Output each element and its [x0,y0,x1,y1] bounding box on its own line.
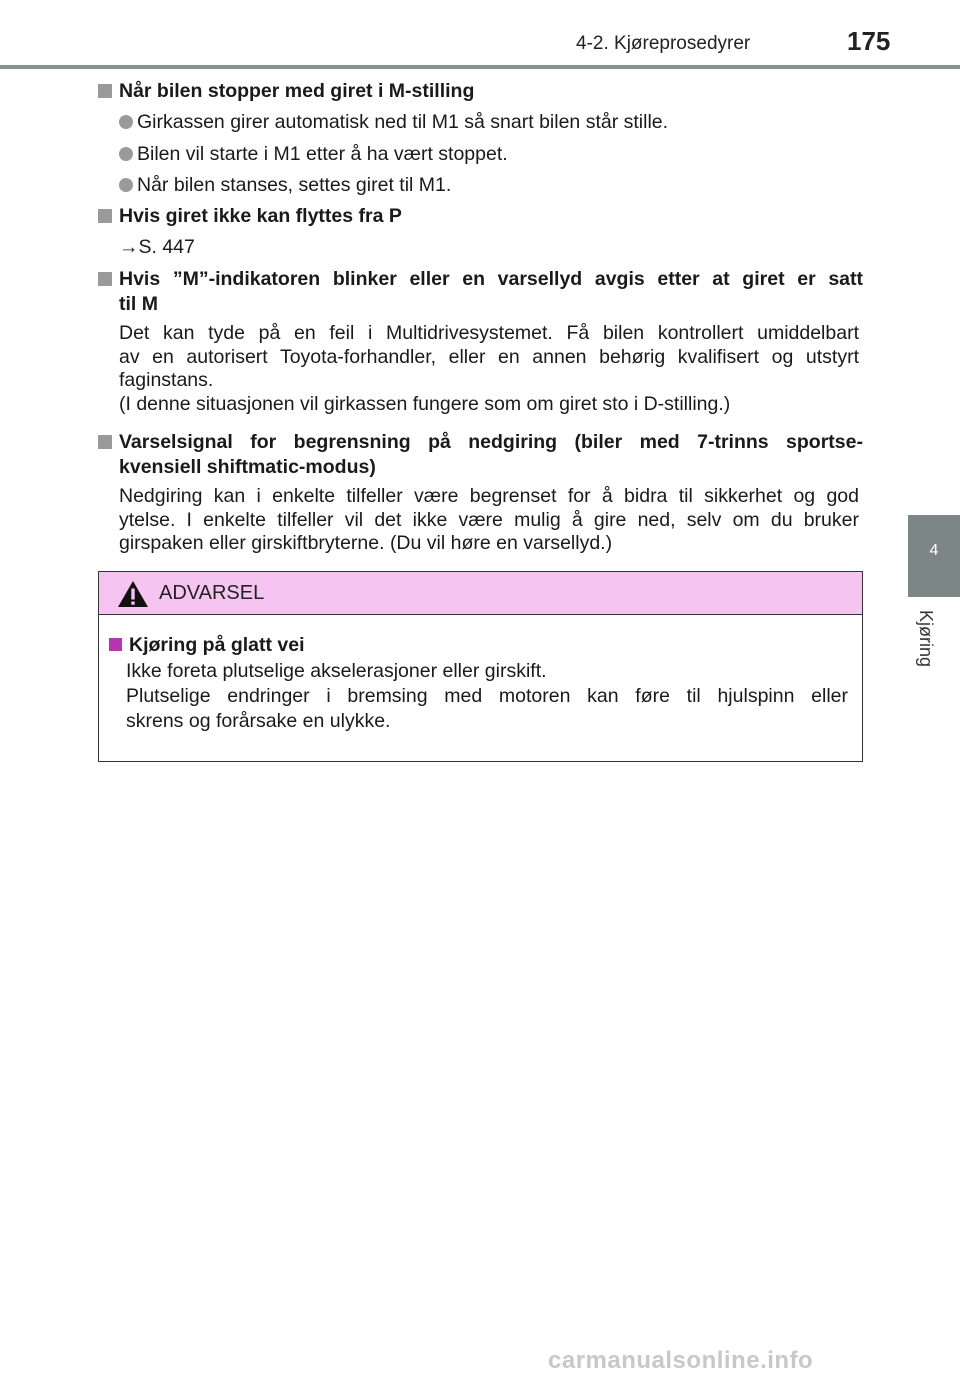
square-bullet-icon [98,272,112,286]
warning-body: Ikke foreta plutselige akselerasjoner eller girskift. Plutselige endringer i bremsing med motoren kan føre til hjulspinn eller skrens og forårsake en ulykke. [126,660,848,732]
square-bullet-icon [98,84,112,98]
header-divider [0,65,960,69]
list-item: Bilen vil starte i M1 etter å ha vært stoppet. [119,142,508,167]
circle-bullet-icon [119,115,133,129]
warning-triangle-icon [117,580,149,608]
warning-title: ADVARSEL [159,582,265,604]
warning-box [98,571,863,762]
running-header-section: 4-2. Kjøreprosedyrer [576,33,751,54]
section-heading: Hvis ”M”-indikatoren blinker eller en varsellyd avgis etter at giret er satt til M [98,267,863,317]
circle-bullet-icon [119,147,133,161]
section-heading: Hvis giret ikke kan flyttes fra P [98,204,863,229]
warning-header [99,572,862,615]
square-bullet-icon [98,435,112,449]
section-body: Det kan tyde på en feil i Multidrivesystemet. Få bilen kontrollert umiddelbart av en autorisert Toyota-forhandler, eller en annen behørig kvalifisert og utstyrt faginstans. (I denne situasjonen vil girkassen fungere som om giret sto i D-stilling.) [119,322,859,415]
section-heading: Når bilen stopper med giret i M-stilling [98,79,863,104]
footer-watermark: carmanualsonline.info [548,1347,814,1374]
page-number: 175 [847,26,891,56]
square-bullet-icon [109,638,122,651]
chapter-label: Kjøring [916,610,936,668]
list-item: Girkassen girer automatisk ned til M1 så snart bilen står stille. [119,110,668,135]
chapter-tab: 4 [908,515,960,597]
list-item: Når bilen stanses, settes giret til M1. [119,173,451,198]
section-body: Nedgiring kan i enkelte tilfeller være begrenset for å bidra til sikkerhet og god ytelse. I enkelte tilfeller vil det ikke være mulig å gire ned, selv om du bruker girspaken eller girskiftbryterne. (Du vil høre en varsellyd.) [119,485,859,554]
section-heading: Varselsignal for begrensning på nedgiring (biler med 7-trinns sportse- kvensiell shiftmatic-modus) [98,430,863,480]
warning-heading: Kjøring på glatt vei [109,634,305,657]
square-bullet-icon [98,209,112,223]
circle-bullet-icon [119,178,133,192]
page-reference: →S. 447 [119,236,195,258]
